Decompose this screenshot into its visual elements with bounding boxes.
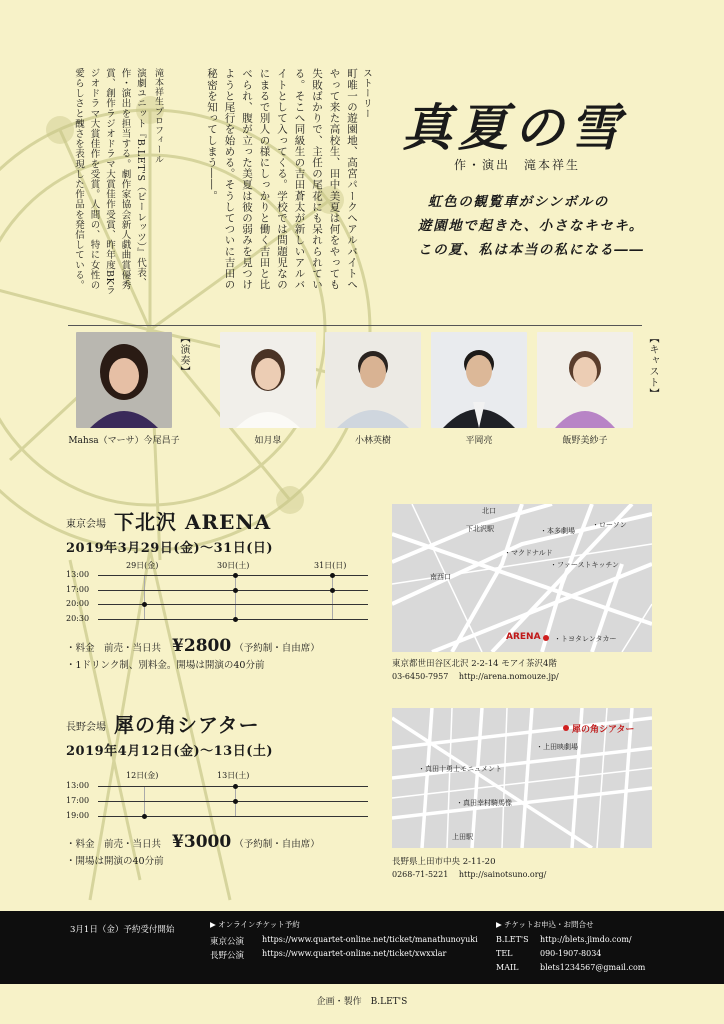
schedule-day-label: 12日(金): [126, 771, 159, 780]
performance-dot: [233, 617, 238, 622]
music-label: 【演奏】: [178, 333, 189, 377]
cast-name: 平岡亮: [465, 436, 493, 446]
map-label: 南西口: [430, 573, 451, 581]
nagano-contact: 0268-71-5221 http://sainotsuno.org/: [392, 870, 547, 879]
cast-photo-kobayashi: [325, 332, 421, 428]
play-title: 真夏の雪: [402, 98, 626, 157]
nagano-price: [66, 832, 320, 852]
tagline-2: 遊園地で起きた、小さなキセキ。: [418, 218, 644, 234]
story-heading: ストーリー: [361, 68, 372, 119]
tokyo-link-label: 東京公演: [210, 937, 245, 947]
cast-label: 【キャスト】: [647, 333, 658, 399]
price-amount: ¥2800: [172, 636, 232, 656]
map-venue: 犀の角シアター: [572, 725, 635, 735]
cast-name: 飯野美紗子: [562, 436, 608, 446]
online-heading: ▶ オンラインチケット予約: [210, 920, 300, 929]
map-label: ・ローソン: [592, 521, 627, 529]
mail-link[interactable]: blets1234567@gmail.com: [540, 963, 646, 972]
map-label: 北口: [482, 507, 496, 515]
story-body: 町唯一の遊園地、高宮パークへアルバイトへやって来た高校生、田中美夏は何をやっても失敗ばかりで、主任の尾花にも呆れられている。そこへ同級生の吉田蒼太が新しいアルバイトとして入ってくる。学校では問題児なのにまるで別人の様にしっかりと働く吉田と比べられ、腹が立った美夏は彼の弱みを見つけようと尾行を始める。そうしてついに吉田の秘密を知ってしまう――。: [206, 68, 358, 290]
schedule-time-label: 19:00: [66, 811, 90, 820]
org-link[interactable]: http://blets.jimdo.com/: [540, 935, 632, 944]
cast-photo-iino: [537, 332, 633, 428]
tokyo-price: [66, 636, 320, 656]
map-label: 下北沢駅: [466, 525, 494, 533]
tel-label: TEL: [496, 949, 513, 958]
performance-dot: [233, 784, 238, 789]
schedule-day-label: 30日(土): [217, 561, 250, 570]
nagano-note: ・開場は開演の40分前: [66, 856, 164, 867]
schedule-time-label: 17:00: [66, 796, 90, 805]
schedule-day-label: 29日(金): [126, 561, 159, 570]
schedule-column-line: [144, 575, 145, 619]
cast-photo-kisaragi: [220, 332, 316, 428]
mail-label: MAIL: [496, 963, 519, 972]
tokyo-label: 東京会場: [66, 519, 106, 530]
tokyo-ticket-link[interactable]: https://www.quartet-online.net/ticket/manathunoyuki: [262, 935, 478, 944]
nagano-address: 長野県上田市中央 2-11-20: [392, 857, 496, 867]
performance-dot: [142, 814, 147, 819]
price-line: ・料金 前売・当日共: [66, 643, 162, 654]
cast-photo-hiraoka: [431, 332, 527, 428]
nagano-venue: 犀の角シアター: [114, 713, 260, 737]
nagano-ticket-link[interactable]: https://www.quartet-online.net/ticket/xwxxlar: [262, 949, 447, 958]
schedule-column-line: [235, 575, 236, 619]
schedule-row-line: [98, 816, 368, 817]
schedule-row-line: [98, 604, 368, 605]
nagano-label: 長野会場: [66, 722, 106, 733]
tagline-3: この夏、私は本当の私になる――: [418, 242, 645, 258]
profile-body: 演劇ユニット『B.LET'S（ビーレッツ）』代表、作・演出を担当する。劇作家協会新人戯曲賞優秀賞、創作ラジオドラマ大賞佳作受賞、昨年度BKラジオドラマ大賞佳作を受賞。人間の、特に女性の愛らしさと醜さを表現した作品を発信している。: [73, 68, 146, 296]
nagano-schedule: [66, 770, 376, 825]
map-label: ・トヨタレンタカー: [554, 635, 617, 643]
nagano-map: [392, 708, 652, 848]
map-label: ・真田十勇士モニュメント: [418, 765, 502, 773]
schedule-column-line: [332, 575, 333, 619]
cast-photo-mahsa: [76, 332, 172, 428]
performance-dot: [233, 573, 238, 578]
tokyo-contact: 03-6450-7957 http://arena.nomouze.jp/: [392, 672, 559, 681]
schedule-day-label: 31日(日): [314, 561, 347, 570]
producer-credit: 企画・製作 B.LET'S: [316, 997, 408, 1007]
price-note: （予約制・自由席）: [234, 643, 320, 654]
map-label: ・真田幸村騎馬像: [456, 799, 512, 807]
schedule-day-label: 13日(土): [217, 771, 250, 780]
price-amount: ¥3000: [172, 832, 232, 852]
tokyo-address: 東京都世田谷区北沢 2-2-14 モアイ茶沢4階: [392, 659, 557, 669]
price-note: （予約制・自由席）: [234, 839, 320, 850]
performance-dot: [330, 573, 335, 578]
reserve-start: 3月1日（金）予約受付開始: [70, 925, 175, 935]
tokyo-schedule: [66, 560, 376, 630]
cast-name: 如月皐: [254, 436, 282, 446]
schedule-time-label: 17:00: [66, 584, 90, 594]
author-credit: 作・演出 滝本祥生: [454, 158, 581, 172]
nagano-link-label: 長野公演: [210, 951, 245, 961]
contact-heading: ▶ チケットお申込・お問合せ: [496, 920, 594, 929]
divider: [68, 325, 642, 326]
org-label: B.LET'S: [496, 935, 529, 944]
schedule-time-label: 13:00: [66, 570, 90, 579]
map-label: ・本多劇場: [540, 527, 575, 535]
cast-name: Mahsa（マーサ）今尾昌子: [68, 436, 180, 446]
tokyo-dates: 2019年3月29日(金)〜31日(日): [66, 541, 274, 556]
map-label: 上田駅: [452, 833, 473, 841]
profile-heading: 滝本祥生プロフィール: [153, 68, 163, 164]
performance-dot: [233, 799, 238, 804]
nagano-dates: 2019年4月12日(金)〜13日(土): [66, 744, 274, 759]
schedule-time-label: 13:00: [66, 781, 90, 790]
performance-dot: [330, 588, 335, 593]
cast-name: 小林英樹: [354, 436, 391, 446]
tokyo-venue: 下北沢 ARENA: [114, 510, 272, 534]
performance-dot: [233, 588, 238, 593]
tokyo-note: ・1ドリンク制、別料金。開場は開演の40分前: [66, 660, 265, 671]
schedule-time-label: 20:30: [66, 613, 90, 623]
map-arena: ARENA: [506, 632, 541, 642]
price-line: ・料金 前売・当日共: [66, 839, 162, 850]
map-label: ・マクドナルド: [504, 549, 553, 557]
schedule-time-label: 20:00: [66, 599, 90, 608]
footer-bar: [0, 911, 724, 984]
tel-value: 090-1907-8034: [540, 949, 602, 958]
map-label: ・ファーストキッチン: [550, 561, 620, 569]
tokyo-map: [392, 504, 652, 652]
performance-dot: [142, 602, 147, 607]
tagline-1: 虹色の観覧車がシンボルの: [428, 194, 609, 210]
map-label: ・上田映劇場: [536, 743, 578, 751]
